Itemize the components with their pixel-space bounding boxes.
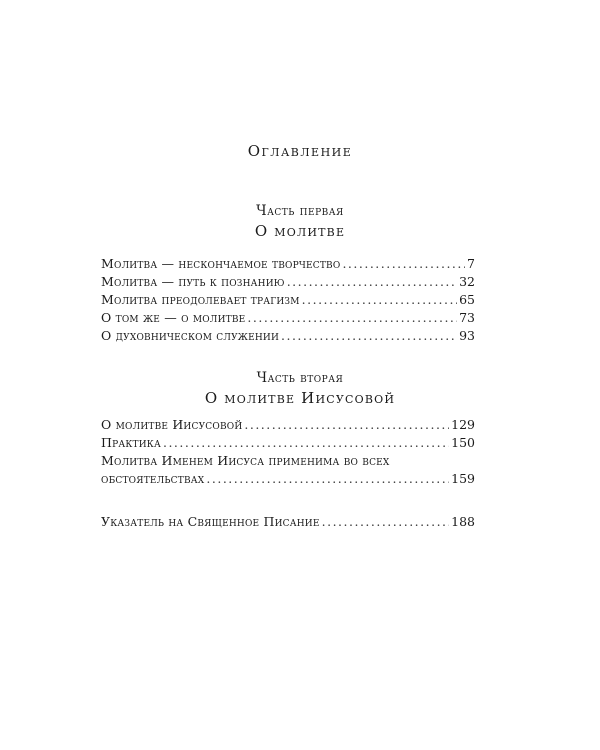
- toc-entry[interactable]: [101, 470, 475, 488]
- entry-title: Молитва преодолевает трагизм: [101, 292, 300, 307]
- dot-leader: [244, 416, 449, 434]
- entry-title: Практика: [101, 435, 161, 450]
- entry-title: Молитва — нескончаемое творчество: [101, 256, 341, 271]
- toc-entry[interactable]: [101, 434, 475, 452]
- dot-leader: [163, 434, 449, 452]
- entry-page: 129: [451, 417, 475, 432]
- entry-title: О том же — о молитве: [101, 310, 246, 325]
- dot-leader: [287, 273, 457, 291]
- dot-leader: [302, 291, 457, 309]
- entry-page: 188: [451, 514, 475, 529]
- entry-title: Молитва — путь к познанию: [101, 274, 285, 289]
- entry-page: 150: [451, 435, 475, 450]
- entry-title-line1[interactable]: Молитва Именем Иисуса применима во всех: [101, 453, 390, 468]
- part-one-label: Часть первая: [256, 203, 344, 219]
- part-two-label: Часть вторая: [256, 370, 344, 386]
- index-entries: [101, 513, 475, 531]
- toc-entry[interactable]: [101, 416, 475, 434]
- toc-entry[interactable]: [101, 255, 475, 273]
- entry-page: 7: [467, 256, 475, 271]
- entry-title: О молитве Иисусовой: [101, 417, 243, 432]
- entry-page: 32: [459, 274, 475, 289]
- entry-page: 65: [459, 292, 475, 307]
- part-two-entries: [101, 416, 475, 488]
- toc-entry[interactable]: [101, 273, 475, 291]
- entry-page: 159: [451, 471, 475, 486]
- toc-entry-index[interactable]: [101, 513, 475, 531]
- dot-leader: [247, 309, 457, 327]
- entry-page: 93: [459, 328, 475, 343]
- dot-leader: [342, 255, 465, 273]
- entry-page: 73: [459, 310, 475, 325]
- part-two-title: О молитве Иисусовой: [204, 389, 396, 407]
- toc-entry[interactable]: [101, 291, 475, 309]
- dot-leader: [281, 327, 457, 345]
- part-one-entries: [101, 255, 475, 345]
- dot-leader: [322, 513, 450, 531]
- entry-title: О духовническом служении: [101, 328, 280, 343]
- toc-heading: Оглавление: [247, 142, 353, 160]
- part-one-title: О молитве: [254, 222, 346, 240]
- toc-entry[interactable]: [101, 309, 475, 327]
- toc-entry[interactable]: [101, 327, 475, 345]
- entry-title: обстоятельствах: [101, 471, 205, 486]
- entry-title: Указатель на Священное Писание: [101, 514, 320, 529]
- dot-leader: [206, 470, 449, 488]
